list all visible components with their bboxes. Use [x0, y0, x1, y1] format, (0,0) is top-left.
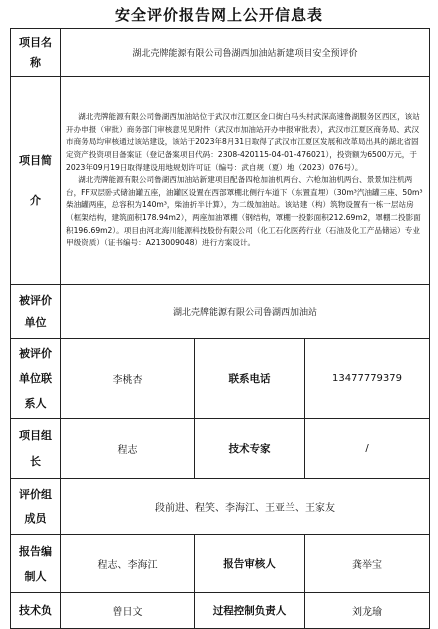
project-intro-label: 项目简 介 [11, 77, 61, 285]
info-table [10, 28, 430, 629]
expert-value: / [305, 419, 430, 479]
row-evaluated-unit [11, 285, 430, 339]
process-value: 刘龙瑜 [305, 593, 430, 629]
phone-label: 联系电话 [195, 339, 305, 419]
row-project-intro [11, 77, 430, 285]
reviewer-label: 报告审核人 [195, 535, 305, 593]
row-author [11, 535, 430, 593]
process-label: 过程控制负责人 [195, 593, 305, 629]
row-team [11, 479, 430, 535]
project-intro-para-2: 湖北壳牌能源有限公司鲁湖西加油站新建项目配备四枪加油机两台、六枪加油机两台、景景加注机两台，FF双层卧式储油罐五座，油罐区设置在西部罩棚北侧行车道下（东置直埋）（30m³汽油罐三座、50m³柴油罐两座，总容积为140m³，柴油折半计算），为二级加油站。该站建（构）筑物设置有一栋一层站房（框架结构，建筑面积178.94m2），两座加油罩棚（钢结构，罩棚一投影面积212.69m2，罩棚二投影面积196.69m2）。项目由河北海川能源科技股份有限公司（化工石化医药行业（石油及化工产品储运）专业甲级资质）（证书编号：A213009048）进行方案设计。 [66, 175, 423, 248]
contact-label: 被评价 单位联 系人 [11, 339, 61, 419]
author-label: 报告编 制人 [11, 535, 61, 593]
project-lead-name: 程志 [61, 419, 195, 479]
row-project-name [11, 29, 430, 77]
contact-name: 李桃杏 [61, 339, 195, 419]
project-name-value: 湖北壳牌能源有限公司鲁湖西加油站新建项目安全预评价 [61, 29, 430, 77]
evaluated-unit-value: 湖北壳牌能源有限公司鲁湖西加油站 [61, 285, 430, 339]
expert-label: 技术专家 [195, 419, 305, 479]
team-value: 段前进、程笑、李海江、王亚兰、王家友 [61, 479, 430, 535]
project-name-label: 项目名 称 [11, 29, 61, 77]
row-tech [11, 593, 430, 629]
row-contact [11, 339, 430, 419]
team-label: 评价组 成员 [11, 479, 61, 535]
row-project-lead [11, 419, 430, 479]
tech-name: 曾日文 [61, 593, 195, 629]
evaluated-unit-label: 被评价 单位 [11, 285, 61, 339]
page-title: 安全评价报告网上公开信息表 [114, 6, 323, 24]
project-lead-label: 项目组 长 [11, 419, 61, 479]
author-name: 程志、李海江 [61, 535, 195, 593]
reviewer-value: 龚举宝 [305, 535, 430, 593]
phone-value: 13477779379 [305, 339, 430, 419]
project-intro-para-1: 湖北壳牌能源有限公司鲁湖西加油站位于武汉市江夏区金口街白马头村武深高速鲁湖服务区西区，该站开办申报（审批）商务部门审核意见见附件（武汉市加油站开办申报审批表），武汉市江夏区商务局、武汉市商务局均审核通过该站建设，该站于2023年8月31日取得了武汉市江夏区发展和改革局出具的湖北省固定资产投资项目备案证（登记备案项目代码：2308-420115-04-01-476021），投资额为6500万元，于2023年09月19日取得建设用地规划许可证（编号：武自规（夏）地（2023）076号）。 [66, 112, 420, 172]
tech-label: 技术负 [11, 593, 61, 629]
project-intro-text [61, 77, 430, 285]
